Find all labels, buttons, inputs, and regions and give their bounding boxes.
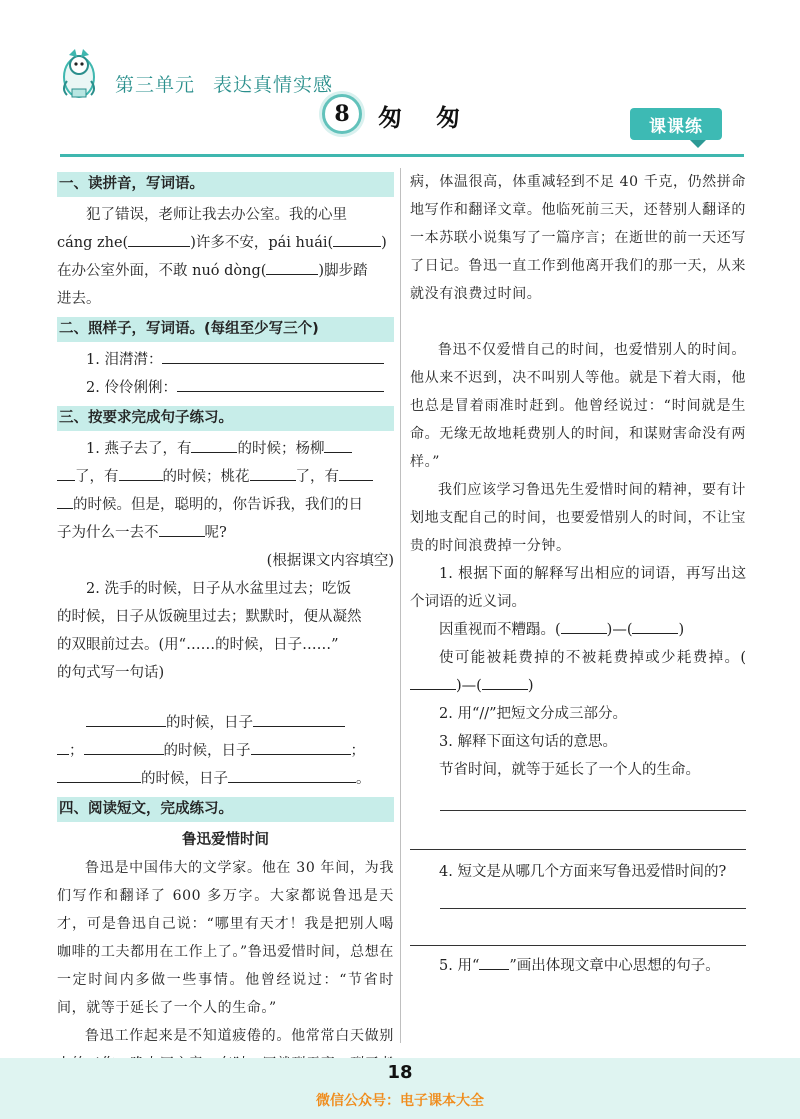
right-column — [410, 168, 746, 980]
sec3-q2-line-2: 的时候，日子从饭碗里过去；默默时，便从凝然 — [57, 609, 362, 625]
reading-q1: 1. 根据下面的解释写出相应的词语，再写出这个词语的近义词。 — [410, 566, 746, 610]
article-paragraph-2: 鲁迅工作起来是不知道疲倦的。他常常白天做别 — [85, 1028, 394, 1044]
pinyin-nuodong: 在办公室外面，不敢 nuó dòng( — [57, 263, 267, 279]
sec2-item-1 — [57, 346, 394, 374]
q1-text: 了，有 — [295, 469, 339, 485]
q1-text: 子为什么一去不 — [57, 525, 159, 541]
paren: ) — [527, 678, 534, 694]
answer-blank[interactable] — [561, 616, 607, 634]
fill-text: 的时候，日子 — [163, 743, 251, 759]
column-divider — [400, 168, 401, 1043]
sec1-line-1: 犯了错误，老师让我去办公室。我的心里 — [86, 207, 347, 223]
answer-blank[interactable] — [333, 229, 381, 247]
answer-blank[interactable] — [86, 709, 166, 727]
answer-blank[interactable] — [324, 435, 352, 453]
q1-text: 的时候。但是，聪明的，你告诉我，我们的日 — [73, 497, 363, 513]
answer-blank[interactable] — [57, 491, 73, 509]
reading-q1-b — [410, 644, 746, 700]
pinyin-paihuai: )许多不安，pái huái( — [190, 235, 334, 251]
q1-text: 呢? — [204, 525, 227, 541]
paren: ) — [678, 622, 685, 638]
sec3-q2-line-4: 的句式写一句话) — [57, 665, 165, 681]
lesson-number-badge: 8 — [322, 94, 362, 134]
unit-title — [115, 70, 351, 97]
fill-text: 的时候，日子 — [166, 715, 253, 731]
answer-blank[interactable] — [177, 374, 384, 392]
reading-q5 — [410, 952, 746, 980]
section-3-heading: 三、按要求完成句子练习。 — [57, 406, 394, 431]
answer-blank[interactable] — [339, 463, 373, 481]
header-divider — [60, 154, 744, 157]
q1-text: 的时候；杨柳 — [237, 441, 325, 457]
q1-text: 的时候；桃花 — [162, 469, 250, 485]
q1-text: 了，有 — [75, 469, 119, 485]
reading-q3: 3. 解释下面这句话的意思。 — [439, 734, 617, 750]
sec1-line-3 — [57, 257, 394, 285]
answer-blank[interactable] — [84, 737, 164, 755]
separator: ； — [350, 743, 365, 759]
q1-text: 1. 燕子去了，有 — [86, 441, 192, 457]
sec3-fill-line-1 — [57, 709, 394, 737]
left-column — [57, 168, 394, 1106]
sec1-text: )脚步踏 — [318, 263, 368, 279]
answer-blank[interactable] — [251, 737, 351, 755]
reading-q4: 4. 短文是从哪几个方面来写鲁迅爱惜时间的? — [439, 864, 727, 880]
answer-blank[interactable] — [191, 435, 237, 453]
mascot-logo-icon — [55, 45, 103, 105]
pinyin-cangzhe: cáng zhe( — [57, 235, 129, 251]
sec3-fill-line-3 — [57, 765, 394, 793]
reading-q1-a — [410, 616, 746, 644]
answer-blank[interactable] — [57, 765, 141, 783]
practice-tag — [630, 108, 722, 146]
answer-blank[interactable] — [632, 616, 678, 634]
underline-sample — [479, 960, 509, 970]
q1a-text: 因重视而不糟蹋。( — [439, 622, 561, 638]
answer-blank[interactable] — [162, 346, 384, 364]
answer-blank[interactable] — [482, 672, 528, 690]
reading-q2: 2. 用“//”把短文分成三部分。 — [439, 706, 628, 722]
lesson-title: 匆匆 — [378, 103, 494, 132]
answer-blank[interactable] — [410, 672, 456, 690]
answer-blank[interactable] — [228, 765, 356, 783]
answer-blank[interactable] — [128, 229, 190, 247]
wechat-watermark: 微信公众号：电子课本大全 — [316, 1093, 484, 1109]
unit-theme: 表达真情实感 — [213, 74, 334, 96]
reading-q3-sentence: 节省时间，就等于延长了一个人的生命。 — [439, 762, 700, 778]
answer-blank[interactable] — [253, 709, 345, 727]
sec2-example-2: 2. 伶伶俐俐： — [86, 380, 177, 396]
separator: ； — [69, 743, 84, 759]
sec1-line-4: 进去。 — [57, 291, 101, 307]
q1b-text: 使可能被耗费掉的不被耗费掉或少耗费掉。( — [439, 650, 746, 666]
page-number: 18 — [387, 1062, 413, 1083]
sec1-line-2 — [57, 229, 394, 257]
sec3-q1-line-4 — [57, 519, 394, 547]
spacer — [57, 687, 394, 709]
sec2-item-2 — [57, 374, 394, 402]
page-header — [0, 0, 800, 160]
q5-text: 5. 用“ — [439, 958, 480, 974]
answer-blank[interactable] — [57, 737, 69, 755]
article-title: 鲁迅爱惜时间 — [182, 832, 269, 848]
answer-blank[interactable] — [159, 519, 205, 537]
article-paragraph-2-continued — [410, 168, 746, 336]
answer-blank[interactable] — [250, 463, 296, 481]
sec3-q2-line-1: 2. 洗手的时候，日子从水盆里过去；吃饭 — [86, 581, 351, 597]
section-1-heading: 一、读拼音，写词语。 — [57, 172, 394, 197]
period: 。 — [356, 771, 371, 787]
unit-number: 第三单元 — [115, 74, 196, 96]
answer-blank[interactable] — [57, 463, 75, 481]
practice-tag-label: 课课练 — [630, 108, 722, 140]
sec2-example-1: 1. 泪潸潸： — [86, 352, 163, 368]
paren: ) — [381, 235, 387, 251]
q5-text: ”画出体现文章中心思想的句子。 — [509, 958, 720, 974]
paren: )—( — [606, 622, 633, 638]
article-paragraph-3: 鲁迅不仅爱惜自己的时间，也爱惜别人的时间。他从来不迟到，决不叫别人等他。就是下着大雨，他也总是冒着雨准时赶到。他曾经说过：“时间就是生命。无缘无故地耗费别人的时间，和谋财害命没有两样。” — [410, 342, 746, 470]
section-2-heading: 二、照样子，写词语。(每组至少写三个) — [57, 317, 394, 342]
paren: )—( — [456, 678, 482, 694]
answer-blank[interactable] — [119, 463, 163, 481]
article-paragraph-2-tail: 病，体温很高，体重减轻到不足 40 千克，仍然拼命地写作和翻译文章。他临死前三天，还替别人翻译的一本苏联小说集写了一篇序言；在逝世的前一天还写了日记。鲁迅一直工作到他离开我们的那一天，从来就没有浪费过时间。 — [410, 174, 746, 302]
sec3-q1-line-2 — [57, 463, 394, 491]
article-paragraph-4: 我们应该学习鲁迅先生爱惜时间的精神，要有计划地支配自己的时间，也要爱惜别人的时间，不让宝贵的时间浪费掉一分钟。 — [410, 482, 746, 554]
sec3-q2-line-3: 的双眼前过去。(用“……的时候，日子……” — [57, 637, 339, 653]
sec3-q1-note: (根据课文内容填空) — [266, 553, 394, 569]
sec3-q1-line-3 — [57, 491, 394, 519]
sec3-q1-line-1 — [57, 435, 394, 463]
fill-text: 的时候，日子 — [141, 771, 228, 787]
section-4-heading: 四、阅读短文，完成练习。 — [57, 797, 394, 822]
tag-pointer-icon — [690, 140, 706, 148]
sec3-fill-line-2 — [57, 737, 394, 765]
article-paragraph-1: 鲁迅是中国伟大的文学家。他在 30 年间，为我们写作和翻译了 600 多万字。大家都说鲁迅是天才，可是鲁迅自己说：“哪里有天才！我是把别人喝咖啡的工夫都用在工作上了。”鲁迅爱惜时间，总想在一定时间内多做一些事情。他曾经说过：“节省时间，就等于延长了一个人的生命。” — [57, 860, 394, 1016]
answer-blank[interactable] — [266, 257, 318, 275]
